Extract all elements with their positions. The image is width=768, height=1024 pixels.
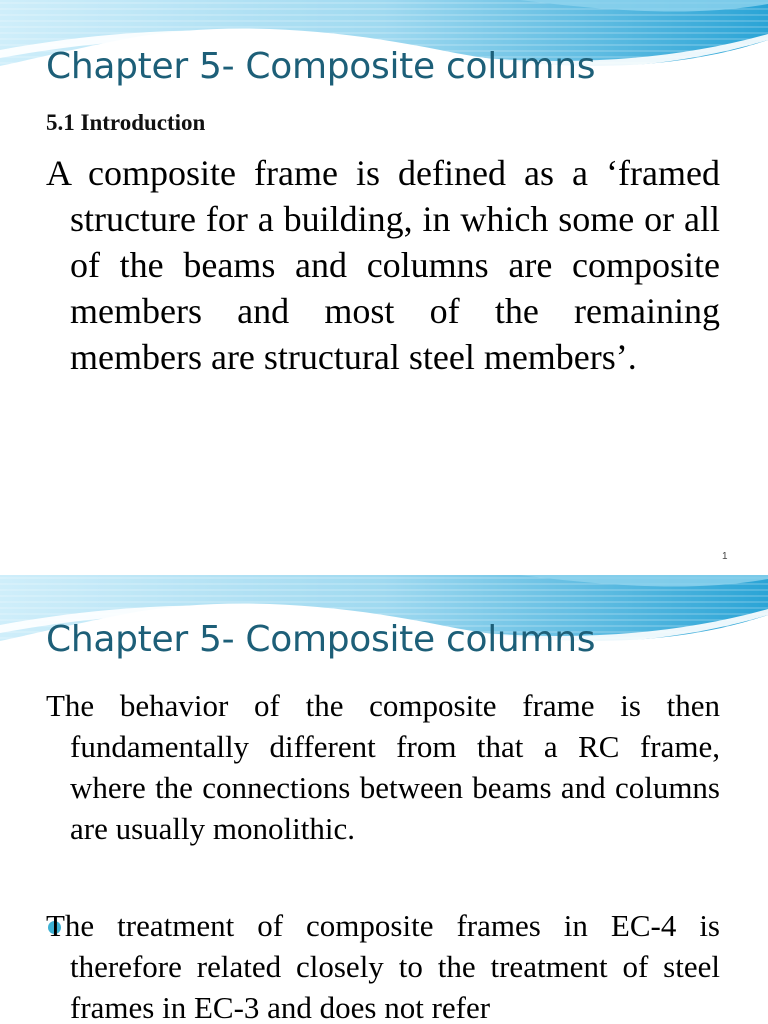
behavior-paragraph: The behavior of the composite frame is then fundamentally different from that a RC frame, where the connections between beams and columns are usually monolithic. [46,688,720,846]
slide-2 [0,575,768,1024]
slide-title: Chapter 5- Composite columns [46,46,596,87]
slide-title: Chapter 5- Composite columns [46,619,596,660]
section-heading: 5.1 Introduction [46,110,206,135]
definition-paragraph: A composite frame is defined as a ‘framed structure for a building, in which some or all of the beams and columns are composite members and most of the remaining members are structural steel members’. [46,153,720,377]
page-number: 1 [722,551,728,562]
bullet-paragraph: The treatment of composite frames in EC-4 is therefore related closely to the treatment of steel frames in EC-3 and does not refer [46,908,720,1024]
